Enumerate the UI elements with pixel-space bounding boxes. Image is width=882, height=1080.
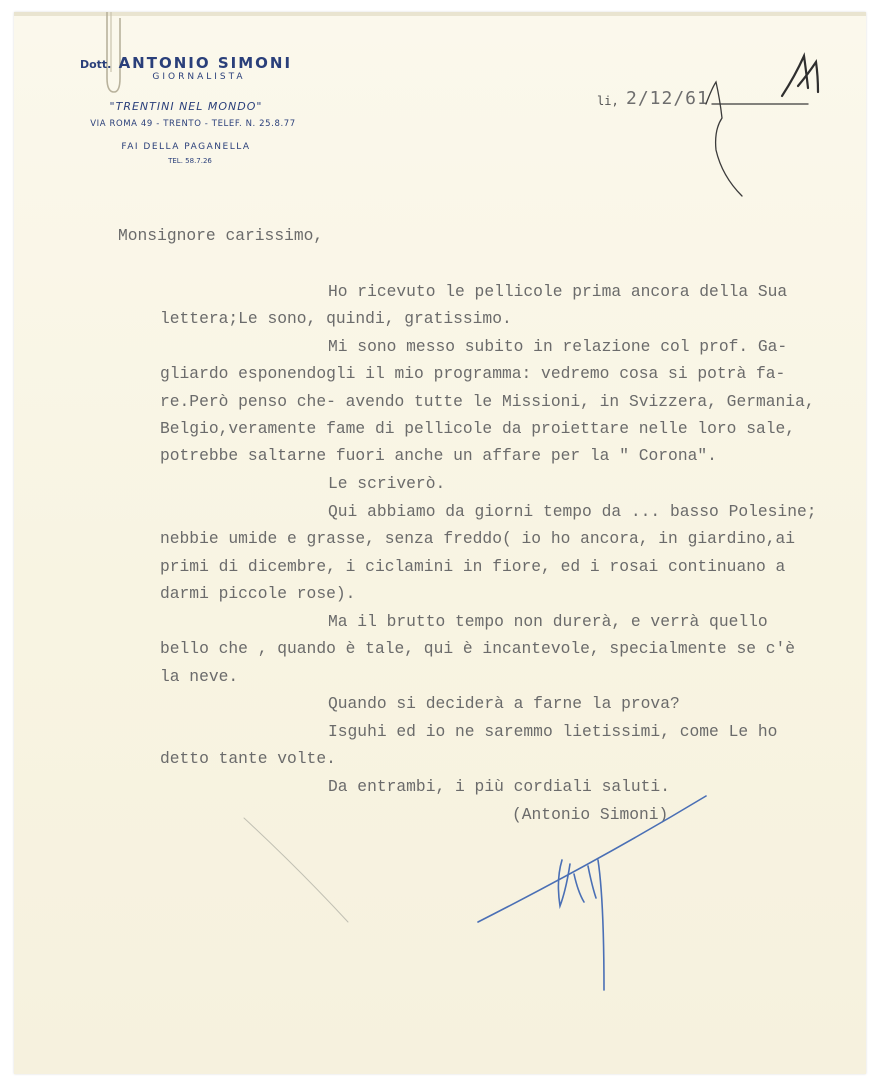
letterhead-role: GIORNALISTA (152, 72, 246, 82)
letterhead-fullname: ANTONIO SIMONI (118, 54, 293, 72)
date-handwritten-annotation (706, 82, 808, 196)
typed-signature: (Antonio Simoni) (512, 805, 669, 824)
letter-date: 2/12/61 (626, 88, 709, 109)
corner-handwritten-mark (782, 56, 818, 96)
body-line: potrebbe saltarne fuori anche un affare per la " Corona". (160, 446, 717, 465)
salutation: Monsignore carissimo, (118, 226, 324, 245)
letterhead-address: VIA ROMA 49 - TRENTO - TELEF. N. 25.8.77 (90, 119, 296, 129)
body-line: Ma il brutto tempo non durerà, e verrà quello (328, 612, 768, 631)
letterhead-second-phone: TEL. 58.7.26 (168, 157, 212, 165)
signature-icon (478, 796, 706, 990)
body-line: darmi piccole rose). (160, 584, 356, 603)
body-line: primi di dicembre, i ciclamini in fiore, ed i rosai continuano a (160, 557, 786, 576)
letterhead-organization: "TRENTINI NEL MONDO" (109, 100, 263, 113)
body-line: detto tante volte. (160, 749, 336, 768)
body-line: Qui abbiamo da giorni tempo da ... basso Polesine; (328, 502, 817, 521)
body-line: Quando si deciderà a farne la prova? (328, 694, 680, 713)
body-line: gliardo esponendogli il mio programma: vedremo cosa si potrà fa- (160, 364, 786, 383)
letterhead-second-place: FAI DELLA PAGANELLA (121, 142, 251, 152)
body-line: la neve. (160, 667, 239, 686)
body-line: bello che , quando è tale, qui è incantevole, specialmente se c'è (160, 639, 796, 658)
body-line: Da entrambi, i più cordiali saluti. (328, 777, 670, 796)
body-line: Isguhi ed io ne saremmo lietissimi, come Le ho (328, 722, 778, 741)
body-line: Mi sono messo subito in relazione col prof. Ga- (328, 337, 788, 356)
body-line: Belgio,veramente fame di pellicole da proiettare nelle loro sale, (160, 419, 796, 438)
letterhead-title: Dott. (79, 58, 112, 71)
body-line: lettera;Le sono, quindi, gratissimo. (160, 309, 512, 328)
pencil-stroke (244, 818, 348, 922)
body-line: re.Però penso che- avendo tutte le Missioni, in Svizzera, Germania, (160, 392, 815, 411)
body-line: Le scriverò. (328, 474, 446, 493)
date-prefix: li, (597, 94, 619, 108)
body-line: nebbie umide e grasse, senza freddo( io ho ancora, in giardino,ai (160, 529, 796, 548)
body-line: Ho ricevuto le pellicole prima ancora della Sua (328, 282, 788, 301)
